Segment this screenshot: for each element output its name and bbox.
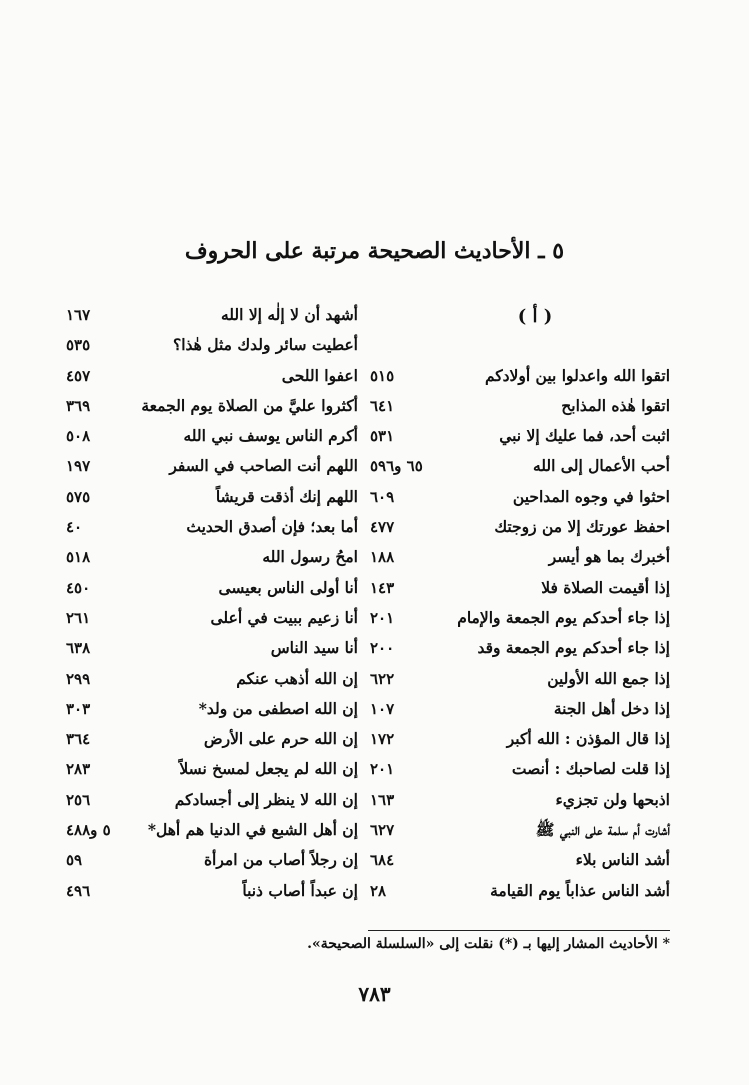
hadith-text: أنا سيد الناس <box>270 638 358 658</box>
hadith-page: ٥٠٨ <box>66 427 91 446</box>
list-item <box>66 845 358 875</box>
page-number: ٧٨٣ <box>358 982 391 1006</box>
hadith-text: إن عبداً أصاب ذنباً <box>242 880 358 900</box>
hadith-text: أشهد أن لا إلٰه إلا الله <box>220 305 358 324</box>
hadith-page: ٦٣٨ <box>66 639 91 658</box>
hadith-page: ٦٥ و٥٩٦ <box>370 457 423 476</box>
list-item <box>66 512 358 542</box>
hadith-page: ٢٨ <box>370 881 387 900</box>
list-item <box>66 451 358 481</box>
left-column <box>66 300 358 906</box>
list-item <box>370 451 670 481</box>
hadith-text: اذبحها ولن تجزيء <box>555 789 670 809</box>
hadith-text: أشد الناس عذاباً يوم القيامة <box>490 880 670 900</box>
list-item <box>66 603 358 633</box>
right-column <box>370 300 670 906</box>
hadith-text: إذا جاء أحدكم يوم الجمعة والإمام <box>457 607 670 627</box>
list-item <box>66 573 358 603</box>
hadith-page: ٣٦٤ <box>66 730 91 749</box>
list-item <box>370 754 670 784</box>
hadith-page: ٤٩٦ <box>66 881 91 900</box>
hadith-text: اتقوا الله واعدلوا بين أولادكم <box>484 365 670 385</box>
hadith-page: ١٠٧ <box>370 699 395 718</box>
hadith-text: أشد الناس بلاء <box>575 850 670 870</box>
hadith-page: ٥٧٥ <box>66 487 91 506</box>
hadith-text: إذا قال المؤذن : الله أكبر <box>506 729 670 749</box>
list-item <box>370 391 670 421</box>
list-item <box>66 785 358 815</box>
hadith-page: ٦٢٧ <box>370 821 395 840</box>
hadith-page: ١٨٨ <box>370 548 395 567</box>
list-item <box>370 876 670 906</box>
hadith-text: اللهم إنك أذقت قريشاً <box>215 486 358 506</box>
footnote: * الأحاديث المشار إليها بـ (*) نقلت إلى «السلسلة الصحيحة». <box>307 936 670 952</box>
hadith-text: أكرم الناس يوسف نبي الله <box>183 426 358 446</box>
list-item <box>370 421 670 451</box>
hadith-page: ١٦٧ <box>66 306 91 324</box>
hadith-text: إذا جمع الله الأولين <box>547 668 670 688</box>
list-item <box>66 391 358 421</box>
list-item <box>370 845 670 875</box>
hadith-page: ٢٠١ <box>370 760 395 779</box>
list-item <box>370 815 670 845</box>
hadith-text: أحب الأعمال إلى الله <box>532 456 670 476</box>
hadith-text: إن الله لم يجعل لمسخ نسلاً <box>179 759 358 779</box>
hadith-page: ١٤٣ <box>370 578 395 597</box>
list-item <box>370 300 670 330</box>
hadith-page: ٢٩٩ <box>66 669 91 688</box>
footnote-divider <box>368 930 670 931</box>
hadith-page: ١٧٢ <box>370 730 395 749</box>
hadith-text: إذا دخل أهل الجنة <box>553 698 670 718</box>
list-item <box>370 573 670 603</box>
hadith-page: ٢٠٠ <box>370 639 395 658</box>
hadith-page: ٥٣٥ <box>66 336 91 355</box>
hadith-page: ٤٠ <box>66 518 83 537</box>
list-item <box>370 603 670 633</box>
hadith-text: إذا قلت لصاحبك : أنصت <box>511 759 670 779</box>
list-item <box>370 785 670 815</box>
page-title: ٥ ـ الأحاديث الصحيحة مرتبة على الحروف <box>184 238 565 264</box>
hadith-page: ١٩٧ <box>66 457 91 476</box>
list-item <box>66 482 358 512</box>
list-item <box>370 694 670 724</box>
hadith-text: أنا أولى الناس بعيسى <box>218 577 358 597</box>
hadith-text: إن الله اصطفى من ولد* <box>198 698 358 718</box>
hadith-page: ٥ و٤٨٨ <box>66 821 111 840</box>
hadith-text: إن الله لا ينظر إلى أجسادكم <box>174 789 358 809</box>
hadith-text: إن رجلاً أصاب من امرأة <box>203 850 358 870</box>
hadith-page: ٥٣١ <box>370 427 395 446</box>
hadith-text: إذا أقيمت الصلاة فلا <box>541 577 670 597</box>
hadith-page: ٣٠٣ <box>66 699 91 718</box>
hadith-page: ٢٦١ <box>66 608 91 627</box>
hadith-text: اتقوا هٰذه المذابح <box>561 395 670 415</box>
hadith-page: ٦٢٢ <box>370 669 395 688</box>
hadith-page: ٦٤١ <box>370 396 395 415</box>
hadith-text: اللهم أنت الصاحب في السفر <box>169 456 358 476</box>
list-item <box>370 664 670 694</box>
hadith-text: أشارت أم سلمة على النبي ﷺ <box>535 820 670 840</box>
list-item <box>370 482 670 512</box>
hadith-page: ٥١٥ <box>370 366 395 385</box>
section-letter: ( أ ) <box>517 306 553 327</box>
list-item <box>370 633 670 663</box>
hadith-text: اثبت أحد، فما عليك إلا نبي <box>499 426 670 446</box>
list-item <box>66 300 358 330</box>
hadith-text: أنا زعيم ببيت في أعلى <box>210 607 358 627</box>
hadith-page: ٥٩ <box>66 851 83 870</box>
list-item <box>66 633 358 663</box>
hadith-page: ٢٥٦ <box>66 790 91 809</box>
hadith-text: إن الله حرم على الأرض <box>203 729 358 749</box>
list-item <box>370 361 670 391</box>
hadith-text: أخبرك بما هو أيسر <box>548 547 670 567</box>
list-item <box>66 664 358 694</box>
list-item <box>66 694 358 724</box>
hadith-text: إن الله أذهب عنكم <box>236 668 358 688</box>
hadith-text: امحُ رسول الله <box>262 547 358 567</box>
hadith-page: ٢٠١ <box>370 608 395 627</box>
hadith-text: أعطيت سائر ولدك مثل هٰذا؟ <box>172 335 358 355</box>
list-item <box>66 724 358 754</box>
hadith-page: ٦٨٤ <box>370 851 395 870</box>
hadith-page: ٤٧٧ <box>370 518 395 537</box>
hadith-text: اعفوا اللحى <box>281 365 358 385</box>
hadith-text: أكثروا عليَّ من الصلاة يوم الجمعة <box>141 395 358 415</box>
hadith-text: إن أهل الشبع في الدنيا هم أهل* <box>147 820 358 840</box>
hadith-text: احفظ عورتك إلا من زوجتك <box>494 517 670 537</box>
hadith-text: إذا جاء أحدكم يوم الجمعة وقد <box>477 638 670 658</box>
hadith-page: ٥١٨ <box>66 548 91 567</box>
list-item <box>66 815 358 845</box>
list-item <box>66 876 358 906</box>
list-item <box>66 361 358 391</box>
hadith-text: أما بعد؛ فإن أصدق الحديث <box>186 517 358 537</box>
hadith-page: ٦٠٩ <box>370 487 395 506</box>
list-item <box>370 512 670 542</box>
hadith-page: ٤٥٠ <box>66 578 91 597</box>
list-item <box>66 330 358 360</box>
hadith-page: ١٦٣ <box>370 790 395 809</box>
hadith-page: ٣٦٩ <box>66 396 91 415</box>
list-item <box>370 724 670 754</box>
hadith-page: ٢٨٣ <box>66 760 91 779</box>
hadith-text: احثوا في وجوه المداحين <box>512 486 670 506</box>
list-item <box>66 421 358 451</box>
list-item <box>370 542 670 572</box>
list-item <box>66 542 358 572</box>
list-item <box>370 330 670 360</box>
hadith-page: ٤٥٧ <box>66 366 91 385</box>
list-item <box>66 754 358 784</box>
